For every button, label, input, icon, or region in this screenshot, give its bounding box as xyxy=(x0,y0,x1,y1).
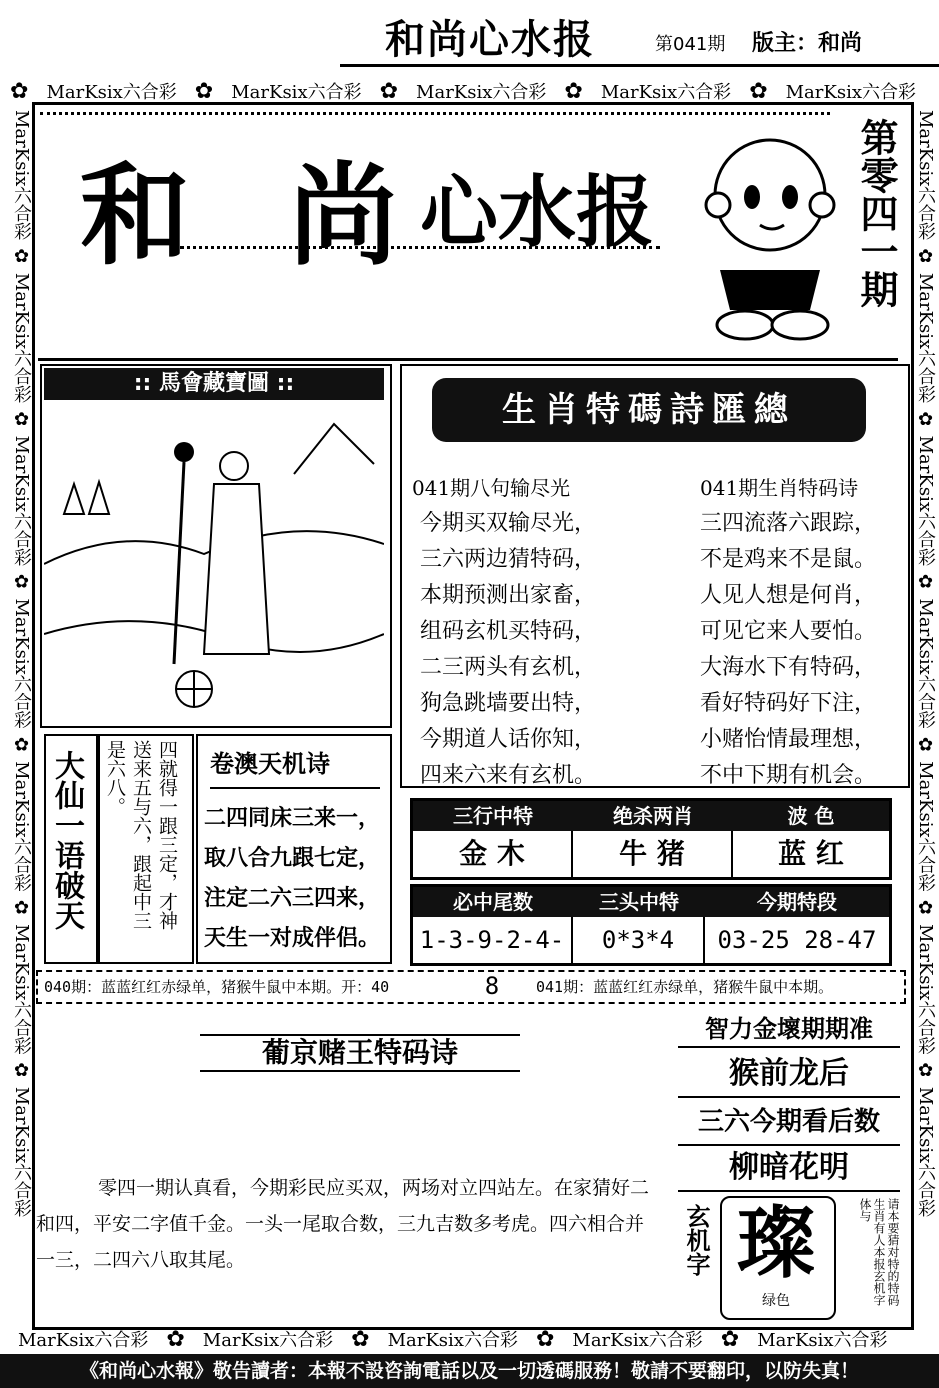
watermark-text: MarKsix六合彩 xyxy=(202,1330,334,1351)
sage-illustration-icon xyxy=(44,404,384,720)
flower-icon: ✿ xyxy=(535,1326,555,1352)
bottom-line: 零四一期认真看，今期彩民应买双，两场对立四站左。在家猜好二 xyxy=(98,1177,650,1199)
poem-line: 看好特码好下注， xyxy=(700,691,877,716)
machine-line: 天生一对成伴侣。 xyxy=(204,925,381,951)
poem-right-heading: 041期生肖特码诗 xyxy=(700,476,859,500)
result-prev: 040期：蓝蓝红红赤绿单，猪猴牛鼠中本期。开：40 xyxy=(44,978,390,996)
wisdom-line-c: 柳暗花明 xyxy=(678,1146,900,1192)
header-editor: 版主：和尚 xyxy=(752,31,863,56)
watermark-text: MarKsix六合彩 xyxy=(387,1330,518,1351)
machine-line: 注定二六三四来， xyxy=(204,885,381,911)
watermark-text: MarKsix六合彩 xyxy=(915,110,936,241)
poem-line: 二三两头有玄机， xyxy=(420,655,597,680)
table-header: 三行中特 xyxy=(413,801,573,831)
flower-icon: ✿ xyxy=(351,1326,370,1352)
watermark-text: MarKsix六合彩 xyxy=(915,1086,936,1218)
sage-vertical-text: 大仙一语破天 xyxy=(49,750,84,930)
poem-line: 狗急跳墙要出特， xyxy=(420,691,597,716)
watermark-text: MarKsix六合彩 xyxy=(11,761,32,892)
poem-summary-title: 生肖特碼詩匯總 xyxy=(432,378,866,442)
watermark-text: MarKsix六合彩 xyxy=(915,435,936,566)
poem-line: 组码玄机买特码， xyxy=(420,619,597,644)
poem-line: 三六两边猜特码， xyxy=(420,547,597,572)
watermark-text: MarKsix六合彩 xyxy=(11,272,32,404)
watermark-text: MarKsix六合彩 xyxy=(915,598,936,729)
watermark-text: MarKsix六合彩 xyxy=(11,435,32,566)
machine-line: 二四同床三来一， xyxy=(204,805,381,831)
poem-line: 四来六来有玄机。 xyxy=(420,763,597,788)
watermark-text: MarKsix六合彩 xyxy=(785,82,916,103)
mystery-sub: 绿色 xyxy=(762,1293,790,1309)
poem-line: 大海水下有特码， xyxy=(700,655,877,680)
prediction-table-1 xyxy=(410,798,892,880)
poem-line: 可见它来人要怕。 xyxy=(700,619,877,644)
table-header: 必中尾数 xyxy=(413,887,573,917)
watermark-text: MarKsix六合彩 xyxy=(18,1330,149,1351)
header-title: 和尚心水报 xyxy=(385,16,595,63)
watermark-text: MarKsix六合彩 xyxy=(11,110,32,241)
flower-icon: ✿ xyxy=(379,78,399,104)
watermark-text: MarKsix六合彩 xyxy=(11,1086,32,1218)
table-cell: 0*3*4 xyxy=(573,917,705,963)
watermark-column-left: MarKsix六合彩 ✿ MarKsix六合彩 ✿ MarKsix六合彩 ✿ MarKsix六合彩 ✿ MarKsix六合彩 ✿ MarKsix六合彩 ✿ MarKsix六合彩 xyxy=(11,110,32,1218)
table-header: 波 色 xyxy=(733,801,889,831)
watermark-text: MarKsix六合彩 xyxy=(915,924,936,1055)
bottom-poem-title: 葡京赌王特码诗 xyxy=(200,1034,520,1072)
table-cell: 蓝 红 xyxy=(778,837,844,870)
poem-line: 不中下期有机会。 xyxy=(700,763,877,788)
machine-line: 取八合九跟七定， xyxy=(204,845,381,871)
flower-icon: ✿ xyxy=(194,78,214,104)
results-row xyxy=(36,970,906,1004)
wisdom-line-b: 三六今期看后数 xyxy=(678,1100,900,1146)
watermark-text: MarKsix六合彩 xyxy=(757,1330,888,1351)
footer-notice: 《和尚心水報》敬告讀者：本報不設咨詢電話以及一切透碼服務！敬請不要翻印，以防失真！ xyxy=(0,1354,939,1388)
watermark-column-right: MarKsix六合彩 ✿ MarKsix六合彩 ✿ MarKsix六合彩 ✿ MarKsix六合彩 ✿ MarKsix六合彩 ✿ MarKsix六合彩 ✿ MarKsix六合彩 xyxy=(915,110,936,1218)
poem-line: 小赌怡情最理想， xyxy=(700,727,877,752)
flower-icon: ✿ xyxy=(166,1326,185,1352)
table-cell: 金 木 xyxy=(413,831,573,877)
bottom-line: 一三，二四六八取其尾。 xyxy=(36,1249,246,1271)
verse-line: 是六八。 xyxy=(104,740,126,816)
wisdom-line-a: 猴前龙后 xyxy=(678,1052,900,1098)
table-header: 三头中特 xyxy=(573,887,705,917)
header-issue: 第041期 xyxy=(655,34,726,55)
watermark-text: MarKsix六合彩 xyxy=(600,82,732,103)
wisdom-title: 智力金壞期期准 xyxy=(678,1012,900,1048)
flower-icon: ✿ xyxy=(564,78,583,104)
watermark-text: MarKsix六合彩 xyxy=(572,1330,703,1351)
watermark-text: MarKsix六合彩 xyxy=(915,272,936,404)
mystery-char: 璨 xyxy=(736,1198,815,1289)
watermark-text: MarKsix六合彩 xyxy=(46,82,177,103)
machine-poem-title: 卷澳天机诗 xyxy=(210,744,380,789)
flower-icon: ✿ xyxy=(749,78,768,104)
table-cell: 03-25 28-47 xyxy=(717,926,877,954)
watermark-text: MarKsix六合彩 xyxy=(11,598,32,729)
mystery-label: 玄机字 xyxy=(682,1204,711,1276)
monk-mascot-icon xyxy=(700,125,850,345)
table-cell: 牛 猪 xyxy=(573,831,733,877)
flower-icon: ✿ xyxy=(10,78,29,104)
poem-line: 不是鸡来不是鼠。 xyxy=(700,547,877,572)
poem-line: 今期买双输尽光， xyxy=(420,511,597,536)
masthead-title-sub: 心水报 xyxy=(420,167,655,258)
table-cell: 1-3-9-2-4-8 xyxy=(413,917,573,963)
flower-icon: ✿ xyxy=(720,1326,740,1352)
bottom-poem-body xyxy=(36,1170,676,1278)
issue-vertical: 第零四一期 xyxy=(854,118,899,308)
poem-left-heading: 041期八句输尽光 xyxy=(412,476,571,500)
poem-line: 本期预测出家畜， xyxy=(420,583,597,608)
bottom-line: 和四，平安二字值千金。一头一尾取合数，三九吉数多考虎。四六相合并 xyxy=(36,1213,645,1235)
verse-line: 四就得一跟三定，才神 xyxy=(156,740,178,930)
mystery-note: 请本要猜对特的特码生肖有人本报玄机字体与 xyxy=(858,1198,900,1306)
poem-left xyxy=(412,470,672,794)
treasure-map-title: :: 馬會藏寶圖 :: xyxy=(44,368,384,400)
masthead-title-main: 和 尚 xyxy=(80,151,429,280)
poem-line: 人见人想是何肖， xyxy=(700,583,877,608)
watermark-text: MarKsix六合彩 xyxy=(416,82,547,103)
table-header: 绝杀两肖 xyxy=(573,801,733,831)
poem-right xyxy=(700,470,900,794)
poem-line: 三四流落六跟踪， xyxy=(700,511,877,536)
sage-verse xyxy=(102,740,180,954)
machine-poem-body xyxy=(204,798,384,958)
watermark-text: MarKsix六合彩 xyxy=(11,924,32,1055)
table-header: 今期特段 xyxy=(705,887,889,917)
watermark-text: MarKsix六合彩 xyxy=(915,761,936,892)
watermark-text: MarKsix六合彩 xyxy=(231,82,362,103)
poem-line: 今期道人话你知， xyxy=(420,727,597,752)
result-current: 041期：蓝蓝红红赤绿单，猪猴牛鼠中本期。 xyxy=(536,978,834,996)
verse-line: 送来五与六，跟起中三 xyxy=(130,740,152,930)
